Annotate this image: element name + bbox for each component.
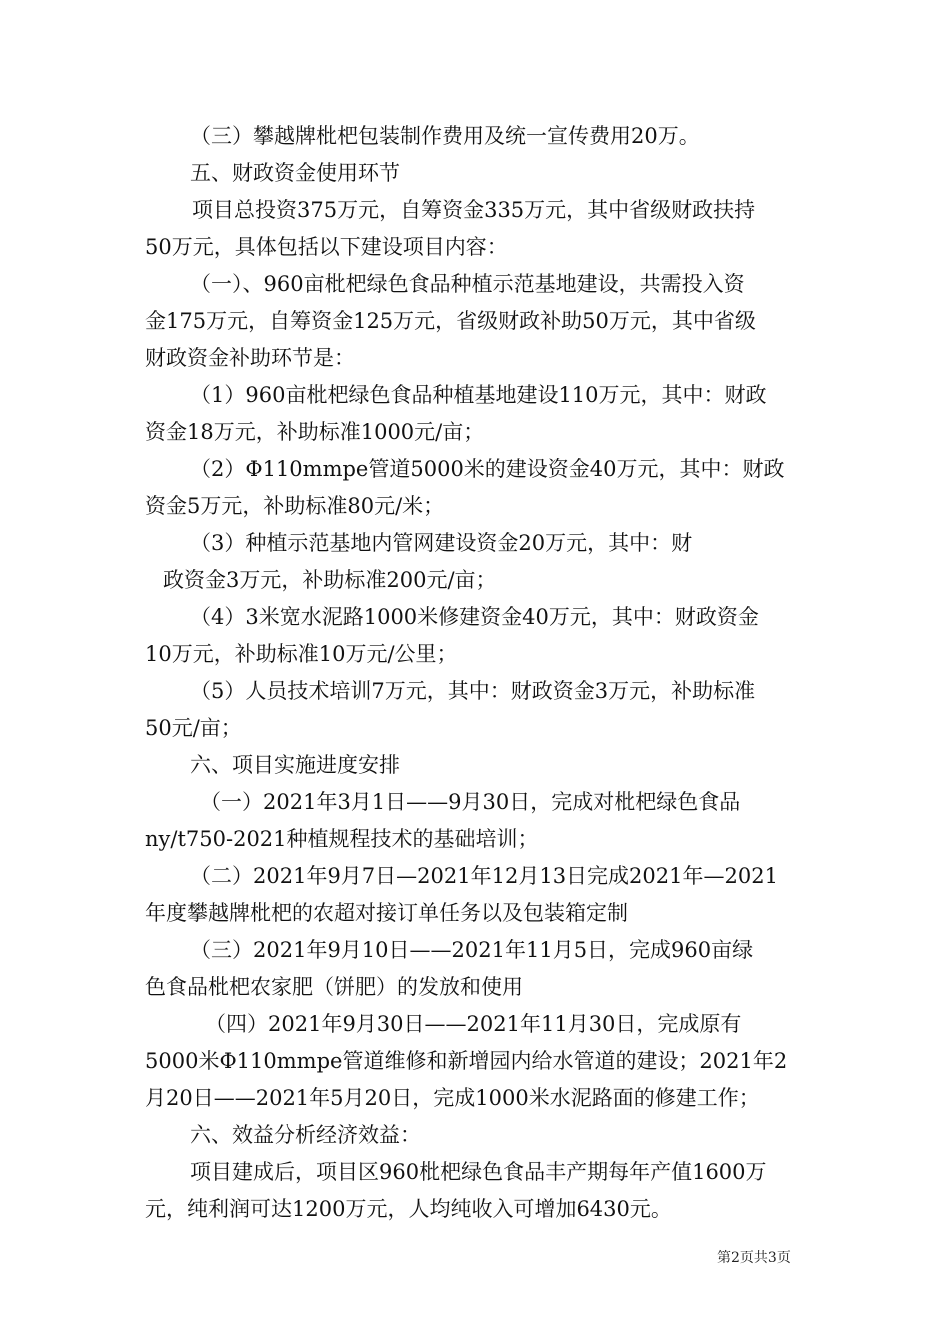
page-number: 第2页共3页 <box>717 1250 791 1266</box>
paragraph-line: 元，纯利润可达1200万元，人均纯收入可增加6430元。 <box>145 1197 672 1221</box>
paragraph-line: （三）2021年9月10日——2021年11月5日，完成960亩绿 <box>190 938 754 962</box>
paragraph-line: 50元/亩； <box>145 716 242 740</box>
paragraph-line: 政资金3万元，补助标准200元/亩； <box>163 568 497 592</box>
paragraph-line: （二）2021年9月7日—2021年12月13日完成2021年—2021 <box>190 864 778 888</box>
paragraph-line: 10万元，补助标准10万元/公里； <box>145 642 458 666</box>
paragraph-line: （5）人员技术培训7万元，其中：财政资金3万元，补助标准 <box>190 679 756 703</box>
paragraph-line: 色食品枇杷农家肥（饼肥）的发放和使用 <box>145 975 523 999</box>
paragraph-line: 项目总投资375万元，自筹资金335万元，其中省级财政扶持 <box>192 198 756 222</box>
paragraph-line: 财政资金补助环节是： <box>145 346 355 370</box>
paragraph-line: 5000米Φ110mmpe管道维修和新增园内给水管道的建设；2021年2 <box>145 1049 788 1073</box>
paragraph-line: 资金5万元，补助标准80元/米； <box>145 494 445 518</box>
paragraph-line: （1）960亩枇杷绿色食品种植基地建设110万元，其中：财政 <box>190 383 767 407</box>
paragraph-line: （一）、960亩枇杷绿色食品种植示范基地建设，共需投入资 <box>190 272 745 296</box>
section-heading: 六、效益分析经济效益： <box>190 1123 421 1147</box>
paragraph-line: （四）2021年9月30日——2021年11月30日，完成原有 <box>205 1012 742 1036</box>
section-heading: 六、项目实施进度安排 <box>190 753 400 777</box>
paragraph-line: 项目建成后，项目区960枇杷绿色食品丰产期每年产值1600万 <box>190 1160 767 1184</box>
paragraph-line: 资金18万元，补助标准1000元/亩； <box>145 420 485 444</box>
paragraph-line: （4）3米宽水泥路1000米修建资金40万元，其中：财政资金 <box>190 605 759 629</box>
paragraph-line: ny/t750-2021种植规程技术的基础培训； <box>145 827 539 851</box>
paragraph-line: 金175万元，自筹资金125万元，省级财政补助50万元，其中省级 <box>145 309 756 333</box>
paragraph-line: 年度攀越牌枇杷的农超对接订单任务以及包装箱定制 <box>145 901 628 925</box>
paragraph-line: 月20日——2021年5月20日，完成1000米水泥路面的修建工作； <box>145 1086 760 1110</box>
paragraph-line: （一）2021年3月1日——9月30日，完成对枇杷绿色食品 <box>200 790 741 814</box>
paragraph-line: （3）种植示范基地内管网建设资金20万元，其中：财 <box>190 531 693 555</box>
paragraph-line: （三）攀越牌枇杷包装制作费用及统一宣传费用20万。 <box>190 124 700 148</box>
section-heading: 五、财政资金使用环节 <box>190 161 400 185</box>
paragraph-line: （2）Φ110mmpe管道5000米的建设资金40万元，其中：财政 <box>190 457 785 481</box>
paragraph-line: 50万元，具体包括以下建设项目内容： <box>145 235 508 259</box>
